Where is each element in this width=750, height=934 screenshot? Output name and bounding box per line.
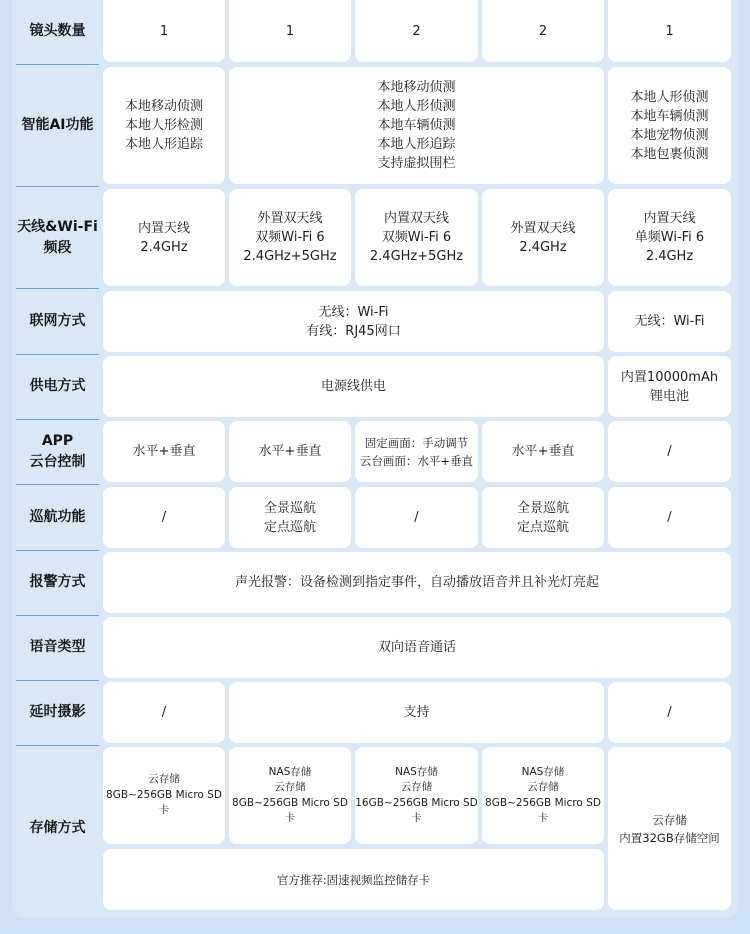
cell-antenna-wifi-3: 内置双天线 双频Wi-Fi 6 2.4GHz+5GHz [355,189,478,286]
cell-ai-functions-1: 本地移动侦测 本地人形检测 本地人形追踪 [103,67,225,184]
row-label-ai-functions: 智能AI功能 [21,117,94,133]
cell-storage-1: 云存储 8GB~256GB Micro SD卡 [103,747,225,844]
cell-storage-4: NAS存储 云存储 8GB~256GB Micro SD卡 [482,747,604,844]
cell-voice: 双向语音通话 [103,617,731,678]
cell-ai-functions-5: 本地人形侦测 本地车辆侦测 本地宠物侦测 本地包裹侦测 [608,67,731,184]
cell-ptz-control-1: 水平+垂直 [103,421,225,482]
cell-antenna-wifi-5: 内置天线 单频Wi-Fi 6 2.4GHz [608,189,731,286]
cell-antenna-wifi-1: 内置天线 2.4GHz [103,189,225,286]
cell-ptz-control-2: 水平+垂直 [229,421,351,482]
cell-alarm: 声光报警：设备检测到指定事件，自动播放语音并且补光灯亮起 [103,552,731,613]
row-label-cruise: 巡航功能 [29,509,86,525]
cell-storage-3: NAS存储 云存储 16GB~256GB Micro SD卡 [355,747,478,844]
row-divider [16,419,99,420]
cell-network-1-4: 无线：Wi-Fi 有线：RJ45网口 [103,291,604,352]
cell-network-5: 无线：Wi-Fi [608,291,731,352]
row-divider [16,745,99,746]
cell-cruise-5: / [608,487,731,548]
row-label-lens-count: 镜头数量 [29,22,86,39]
cell-power-5: 内置10000mAh 锂电池 [608,356,731,417]
cell-storage-5: 云存储 内置32GB存储空间 [608,747,731,910]
cell-antenna-wifi-2: 外置双天线 双频Wi-Fi 6 2.4GHz+5GHz [229,189,351,286]
cell-storage-recommendation: 官方推荐:固速视频监控储存卡 [103,849,604,910]
row-divider [16,550,99,551]
row-divider [16,186,99,187]
row-divider [16,615,99,616]
cell-antenna-wifi-4: 外置双天线 2.4GHz [482,189,604,286]
cell-cruise-1: / [103,487,225,548]
cell-power-1-4: 电源线供电 [103,356,604,417]
row-label-voice: 语音类型 [29,639,86,655]
row-label-timelapse: 延时摄影 [29,704,86,720]
row-label-antenna-wifi: 天线&Wi-Fi 频段 [17,218,98,256]
cell-lens-count-3: 2 [355,0,478,62]
cell-lens-count-1: 1 [103,0,225,62]
row-label-network: 联网方式 [29,313,86,329]
cell-timelapse-5: / [608,682,731,743]
row-divider [16,64,99,65]
cell-timelapse-2-4: 支持 [229,682,604,743]
cell-timelapse-1: / [103,682,225,743]
cell-cruise-2: 全景巡航 定点巡航 [229,487,351,548]
row-divider [16,484,99,485]
row-label-power: 供电方式 [29,378,86,394]
cell-cruise-4: 全景巡航 定点巡航 [482,487,604,548]
cell-lens-count-2: 1 [229,0,351,62]
cell-storage-2: NAS存储 云存储 8GB~256GB Micro SD卡 [229,747,351,844]
cell-cruise-3: / [355,487,478,548]
row-label-storage: 存储方式 [29,820,86,836]
cell-lens-count-5: 1 [608,0,731,62]
row-label-alarm: 报警方式 [29,574,86,590]
row-divider [16,354,99,355]
cell-ptz-control-4: 水平+垂直 [482,421,604,482]
cell-ptz-control-5: / [608,421,731,482]
row-divider [16,680,99,681]
cell-ai-functions-2-4: 本地移动侦测 本地人形侦测 本地车辆侦测 本地人形追踪 支持虚拟围栏 [229,67,604,184]
cell-ptz-control-3: 固定画面：手动调节 云台画面：水平+垂直 [355,421,478,482]
row-label-ptz-control: APP 云台控制 [29,432,86,470]
row-divider [16,288,99,289]
cell-lens-count-4: 2 [482,0,604,62]
